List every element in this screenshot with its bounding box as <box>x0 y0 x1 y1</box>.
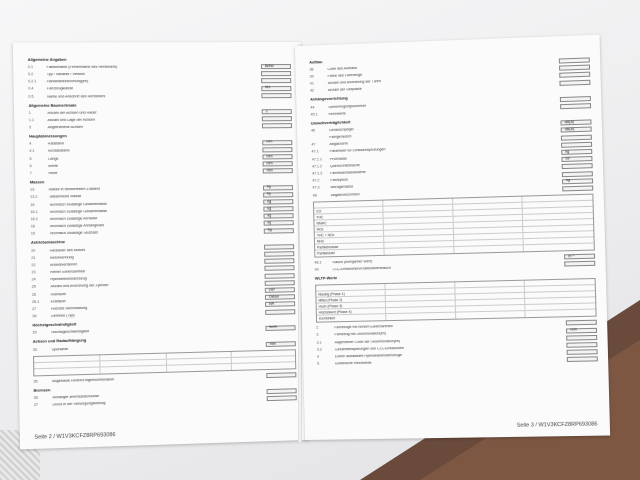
grid-cell <box>167 364 232 372</box>
field-number: 5 <box>29 156 32 161</box>
grid-cell: NH3 <box>315 237 384 244</box>
field-value: kg <box>263 213 293 218</box>
grid-cell: Partikelzahl <box>315 249 384 257</box>
grid-cell: CO <box>314 207 383 214</box>
field-value <box>562 185 593 191</box>
field-value: kg <box>263 192 293 197</box>
field-value: kg <box>263 199 293 204</box>
section-heading: Bremsen <box>33 387 51 393</box>
section-heading: Achsen und Radaufhängung <box>32 338 87 345</box>
field-label: Technisch zulässige Stützlast <box>49 230 98 236</box>
grid-cell: NMHC <box>314 219 383 226</box>
field-label: Technisch zulässige Achslast <box>49 216 98 221</box>
field-number: 27 <box>32 306 37 312</box>
field-number: 47.2 <box>312 178 320 183</box>
grid-cell <box>386 313 456 321</box>
field-value <box>562 163 593 169</box>
field-value: M1 <box>261 86 291 91</box>
field-number: 21 <box>31 255 36 260</box>
grid-cell: Hoch (Phase 3) <box>317 302 386 309</box>
grid-cell: Partikelmasse <box>315 243 384 250</box>
field-number: 48.1 <box>314 260 322 265</box>
field-label: Tatsächliche Masse <box>48 194 82 199</box>
field-value: dB(A) <box>560 120 591 126</box>
field-value <box>559 72 590 78</box>
form-row <box>29 122 292 132</box>
field-value <box>267 396 297 402</box>
field-label: Achsabstand <box>48 148 70 154</box>
field-number: 3 <box>316 333 319 338</box>
grid-cell <box>456 311 526 319</box>
field-value <box>264 258 294 264</box>
field-value <box>264 244 294 250</box>
field-label: Reiner Elektroantrieb <box>50 269 86 275</box>
field-label: Höchstgeschwindigkeit <box>51 329 90 335</box>
field-label: Extern aufladbare Hybridelektrofahrzeuge <box>334 352 402 359</box>
field-label: Spurweite <box>51 346 69 352</box>
field-number: 30 <box>32 347 38 352</box>
field-value: m² <box>561 156 592 162</box>
field-label: Anzahl und Anordnung der Zylinder <box>50 283 109 289</box>
field-label: Hybridelektrofahrzeug <box>50 276 87 282</box>
field-number: 18 <box>30 224 35 229</box>
field-label: Rauch (korrigierter Wert) <box>332 258 373 264</box>
field-value: mm <box>266 341 296 347</box>
field-value <box>265 280 295 286</box>
field-value <box>566 342 597 348</box>
field-number: 16.1 <box>30 209 38 214</box>
field-value: cm³ <box>265 287 295 293</box>
field-label: Fahrzeugklasse <box>46 86 74 91</box>
grid-cell <box>101 366 167 374</box>
grid-cell: NOx <box>315 225 384 232</box>
section-heading: Hauptabmessungen <box>29 134 67 139</box>
field-value <box>567 349 598 355</box>
section-heading: Umweltverträglichkeit <box>310 120 351 126</box>
field-value: 2 <box>262 109 292 114</box>
left-page-footer: Seite 2 / W1V3KCFZ8RP693086 <box>34 432 116 441</box>
field-label: Fahrzyklus <box>330 177 348 183</box>
field-value <box>560 103 591 109</box>
field-label: Genehmigungsnummer <box>328 103 367 109</box>
field-label: Angebaute Reifen/Felgenkombination <box>52 377 115 383</box>
field-value: m⁻¹ <box>564 254 595 260</box>
field-label: Anzahl der Achsen und Räder <box>47 110 97 115</box>
field-value <box>566 335 597 341</box>
grid-cell: Mittel (Phase 2) <box>316 296 385 303</box>
field-value <box>560 96 591 102</box>
field-label: Arbeitsverfahren <box>50 262 78 267</box>
field-number: 3.2 <box>316 347 322 352</box>
field-number: 49 <box>314 267 319 272</box>
field-label: Anzahl und Anordnung der Türen <box>327 79 382 86</box>
field-label: Handelsbezeichnung(en) <box>46 79 89 84</box>
field-value: km/h <box>265 325 295 331</box>
field-label: Länge <box>48 156 59 161</box>
field-label: Anzahl und Lage der Achsen <box>47 117 96 122</box>
field-label: Bezugsmasse <box>330 184 354 190</box>
field-number: 16 <box>30 202 35 207</box>
field-label: Kennwerte <box>328 111 346 116</box>
field-label: Höhe <box>48 170 58 176</box>
field-number: 0.2 <box>27 72 34 77</box>
field-number: 23 <box>31 270 36 275</box>
field-value <box>264 266 294 272</box>
field-number: 5 <box>317 361 320 366</box>
field-label: Masse in fahrbereitem Zustand <box>48 186 100 192</box>
field-number: 25 <box>31 284 36 290</box>
field-label: Druck in der Versorgungsleitung <box>52 401 106 407</box>
field-value <box>561 142 592 148</box>
field-number: 47.1.3 <box>312 171 323 176</box>
field-number: 1 <box>28 110 31 115</box>
field-number: 6 <box>29 163 32 169</box>
field-number: 22 <box>31 262 36 268</box>
field-number: 42 <box>309 88 315 93</box>
field-value: dB(A) <box>561 127 592 133</box>
field-number: 26 <box>31 292 37 297</box>
field-number: 16.2 <box>30 217 38 222</box>
field-number: 44 <box>310 105 315 110</box>
field-number: 47.3 <box>312 185 320 191</box>
field-label: Geräuschpegel <box>329 127 354 132</box>
field-value: nein <box>566 327 597 333</box>
field-label: Abgasvorschriften <box>330 191 360 197</box>
grid-cell <box>524 243 594 251</box>
field-number: 41 <box>309 81 314 86</box>
field-number: 37 <box>33 403 39 408</box>
field-label: Radstand <box>47 141 64 146</box>
field-value: kg <box>264 228 294 234</box>
field-number: 3.1 <box>316 340 322 345</box>
field-value <box>265 273 295 279</box>
field-label: Querschnittsfläche <box>329 162 360 168</box>
grid-cell <box>384 247 454 255</box>
field-value <box>566 320 597 326</box>
field-label: CO₂-Emissionen/Kraftstoffverbrauch <box>332 265 391 272</box>
field-label: Kraftstoff <box>50 299 66 304</box>
field-value: kg <box>561 149 592 155</box>
field-label: Angetriebene Achsen <box>47 124 84 130</box>
field-number: 48 <box>312 193 317 198</box>
field-label: Abgasnorm <box>329 141 348 147</box>
grid-cell <box>34 367 101 375</box>
field-label: Typ / Variante / Version <box>46 72 85 77</box>
field-value: kg <box>263 206 293 211</box>
right-page <box>295 35 610 440</box>
section-heading: Massen <box>29 180 45 185</box>
field-number: 0.2.1 <box>28 79 37 84</box>
section-heading: Allgemeine Baumerkmale <box>28 103 77 108</box>
field-label: Gesamteinsparungen von CO₂-Emissionen <box>334 345 405 352</box>
field-number: 47.1 <box>311 149 319 155</box>
field-value: mm <box>263 161 293 166</box>
field-label: Fahrzeug mit Ökoinnovation(en) <box>334 331 387 337</box>
field-value: BMW <box>261 64 291 69</box>
field-value: kg <box>562 178 593 184</box>
field-value <box>559 79 590 85</box>
emission-table <box>313 194 595 258</box>
field-label: Fahrgeräusch <box>329 134 352 140</box>
field-label: Elektrische Reichweite <box>335 360 372 366</box>
field-number: 47.1.2 <box>311 164 323 169</box>
field-value: kW <box>265 302 295 308</box>
section-heading: Allgemeine Angaben <box>27 57 67 62</box>
field-value <box>564 261 595 267</box>
field-label: Anzahl der Sitzplätze <box>328 87 362 93</box>
wltp-table <box>315 278 597 323</box>
field-label: Fahrzeuge mit reinem Elektroantrieb <box>334 324 393 330</box>
form-row <box>28 92 291 101</box>
field-label: Technisch zulässige Gesamtmasse <box>48 201 108 207</box>
left-page <box>13 42 308 449</box>
field-value: kg <box>264 221 294 226</box>
field-label: Motorkennung <box>49 254 74 260</box>
field-number: 0.1 <box>27 64 34 69</box>
field-label: Getriebe (Typ) <box>50 313 75 319</box>
right-page-content <box>309 47 599 416</box>
section-heading: Aufbau <box>309 59 323 65</box>
grid-cell <box>526 310 596 318</box>
field-label: Technisch zulässige Gesamtmasse <box>49 208 108 214</box>
field-label: Fahrwiderstandswerte <box>330 170 366 176</box>
section-heading: Anhängevorrichtung <box>310 96 348 102</box>
field-number: 13.2 <box>30 195 38 200</box>
field-value <box>562 171 593 177</box>
section-heading: Höchstgeschwindigkeit <box>32 322 77 328</box>
field-value: mm <box>262 154 292 159</box>
field-label: Hubraum <box>50 291 66 297</box>
field-value <box>262 116 292 121</box>
field-value <box>264 251 294 257</box>
field-value <box>559 65 590 71</box>
field-label: Name und Anschrift des Herstellers <box>47 93 106 99</box>
field-number: 3 <box>28 125 32 130</box>
section-heading: WLTP-Werte <box>314 276 338 281</box>
field-value <box>567 357 598 363</box>
field-value <box>261 71 291 76</box>
field-label: Farbe des Fahrzeugs <box>327 72 362 78</box>
field-value <box>267 389 297 395</box>
field-number: 47 <box>311 142 316 147</box>
field-number: 46 <box>311 128 316 133</box>
field-number: 7 <box>29 171 32 176</box>
field-number: 39 <box>309 74 314 79</box>
field-value <box>265 309 295 315</box>
field-label: Anhänger-Bremsanschlüsse <box>52 393 100 400</box>
field-number: 0.4 <box>28 86 34 91</box>
field-number: 38 <box>309 67 314 72</box>
field-value <box>262 147 292 152</box>
grid-cell <box>454 245 524 253</box>
field-number: 26.1 <box>31 299 40 304</box>
field-number: 2 <box>316 325 319 330</box>
field-number: 24 <box>31 277 36 282</box>
field-number: 35 <box>33 379 38 384</box>
grid-cell: THC + NOx <box>315 231 384 238</box>
field-number: 47.1.1 <box>311 156 322 162</box>
field-label: Allgemeiner Code der Ökoinnovation(en) <box>334 338 401 344</box>
field-number: 36 <box>33 395 38 400</box>
field-label: Parameter für Emissionsprüfungen <box>329 147 386 154</box>
field-number: 1.1 <box>28 118 35 123</box>
field-label: Breite <box>48 163 59 168</box>
section-heading: Antriebsmaschine <box>30 240 66 246</box>
grid-cell: Höchstwert (Phase 4) <box>317 308 386 315</box>
field-label: Hersteller des Motors <box>49 247 86 253</box>
field-number: 0.5 <box>28 94 34 99</box>
right-page-footer: Seite 3 / W1V3KCFZ8RP693086 <box>516 421 598 429</box>
field-number: 4 <box>316 354 320 359</box>
grid-cell <box>232 362 296 370</box>
field-number: 19 <box>30 231 36 236</box>
field-label: Code des Aufbaus <box>327 65 357 71</box>
grid-cell: Niedrig (Phase 1) <box>316 290 385 297</box>
field-number: 20 <box>31 248 36 253</box>
field-value <box>262 123 292 128</box>
field-value: Diesel <box>265 294 295 300</box>
field-value: mm <box>262 140 292 145</box>
field-label: Höchste Nennleistung <box>50 305 88 311</box>
field-label: Fabrikmarke (Firmenname des Herstellers) <box>46 64 118 69</box>
field-value <box>266 372 296 378</box>
field-number: 13 <box>29 187 35 192</box>
field-number: 45.1 <box>310 112 318 117</box>
field-value <box>561 134 592 140</box>
field-value: kg <box>263 185 293 190</box>
field-number <box>311 138 329 139</box>
grid-cell: THC <box>314 213 383 220</box>
left-page-content <box>28 54 297 424</box>
field-value <box>559 57 590 63</box>
field-value <box>261 79 291 84</box>
field-number: 28 <box>32 314 37 319</box>
field-label: Prüfmasse <box>329 156 348 161</box>
field-number: 29 <box>32 330 37 336</box>
field-value <box>261 93 291 98</box>
field-label: Technisch zulässige Anhängelast <box>49 223 104 229</box>
grid-cell: Kombiniert <box>317 315 386 323</box>
field-value: mm <box>263 168 293 173</box>
field-number: 4 <box>29 141 32 147</box>
field-number: 4.1 <box>29 149 35 154</box>
